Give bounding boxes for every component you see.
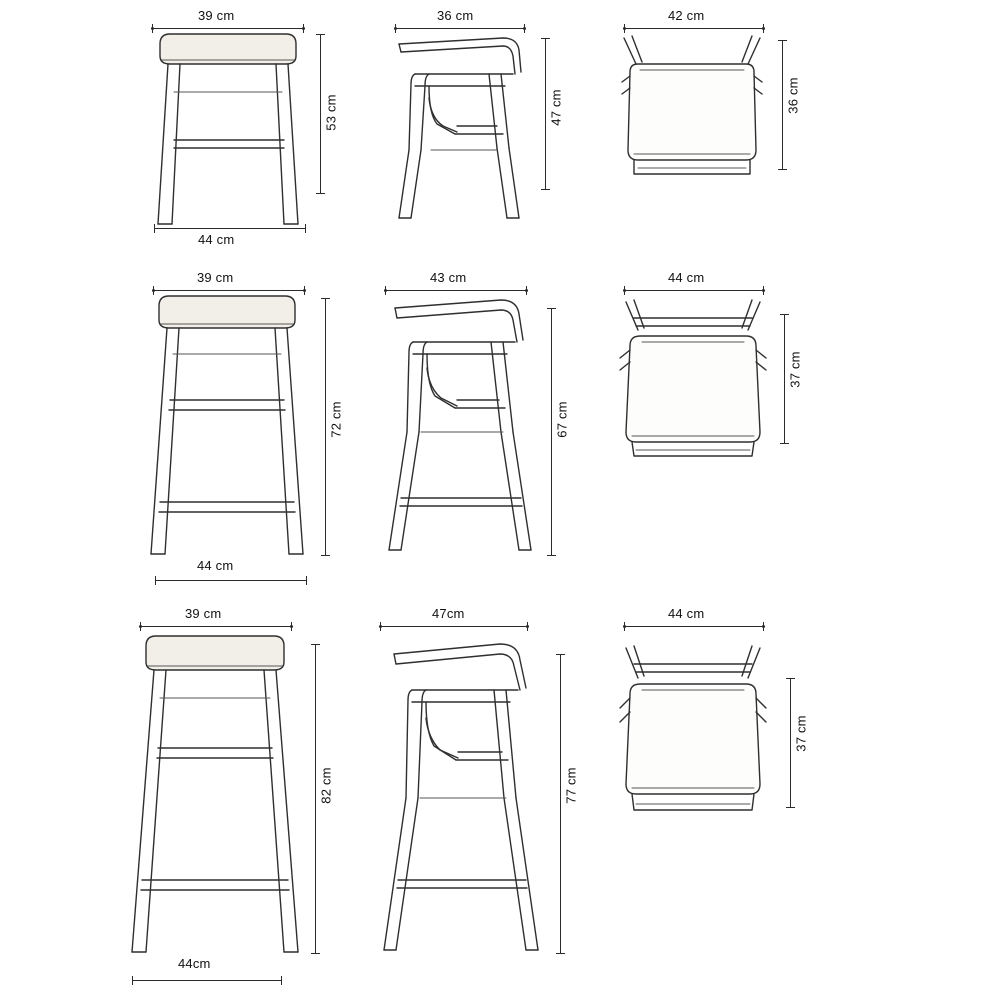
bar-stool-side-view — [370, 598, 590, 990]
bar-stool-top-drawing — [610, 634, 810, 844]
bar-stool-side-drawing — [370, 632, 590, 962]
low-stool-side-width-label: 36 cm — [437, 8, 474, 23]
bar-stool-side-height-label: 77 cm — [563, 767, 579, 804]
counter-stool-front-drawing — [125, 292, 355, 562]
low-stool-front-height-label: 53 cm — [323, 94, 339, 131]
drawing-row-bar-stool — [0, 598, 990, 990]
bar-stool-front-drawing — [110, 632, 350, 962]
low-stool-side-view — [385, 0, 585, 258]
bar-stool-front-view — [110, 598, 350, 990]
counter-stool-top-width-label: 44 cm — [668, 270, 705, 285]
low-stool-top-depth-label: 36 cm — [785, 77, 801, 114]
low-stool-top-width-label: 42 cm — [668, 8, 705, 23]
low-stool-top-view — [610, 0, 810, 258]
low-stool-top-drawing — [610, 30, 810, 210]
low-stool-front-view — [140, 0, 355, 258]
low-stool-front-depth-label: 44 cm — [198, 232, 235, 247]
counter-stool-side-view — [375, 262, 590, 592]
bar-stool-front-height-label: 82 cm — [318, 767, 334, 804]
bar-stool-top-view — [610, 598, 810, 990]
low-stool-side-height-label: 47 cm — [548, 89, 564, 126]
counter-stool-top-drawing — [610, 292, 810, 492]
bar-stool-top-width-label: 44 cm — [668, 606, 705, 621]
counter-stool-front-depth-label: 44 cm — [197, 558, 234, 573]
low-stool-front-width-label: 39 cm — [198, 8, 235, 23]
bar-stool-front-depth-label: 44cm — [178, 956, 211, 971]
bar-stool-front-width-label: 39 cm — [185, 606, 222, 621]
counter-stool-side-height-label: 67 cm — [554, 401, 570, 438]
counter-stool-front-view — [125, 262, 355, 592]
counter-stool-top-view — [610, 262, 810, 592]
drawing-row-counter-stool — [0, 262, 990, 592]
counter-stool-front-width-label: 39 cm — [197, 270, 234, 285]
bar-stool-side-width-label: 47cm — [432, 606, 465, 621]
bar-stool-top-depth-label: 37 cm — [793, 715, 809, 752]
drawing-row-low-stool — [0, 0, 990, 258]
counter-stool-side-width-label: 43 cm — [430, 270, 467, 285]
low-stool-side-drawing — [385, 30, 585, 230]
counter-stool-top-depth-label: 37 cm — [787, 351, 803, 388]
counter-stool-front-height-label: 72 cm — [328, 401, 344, 438]
